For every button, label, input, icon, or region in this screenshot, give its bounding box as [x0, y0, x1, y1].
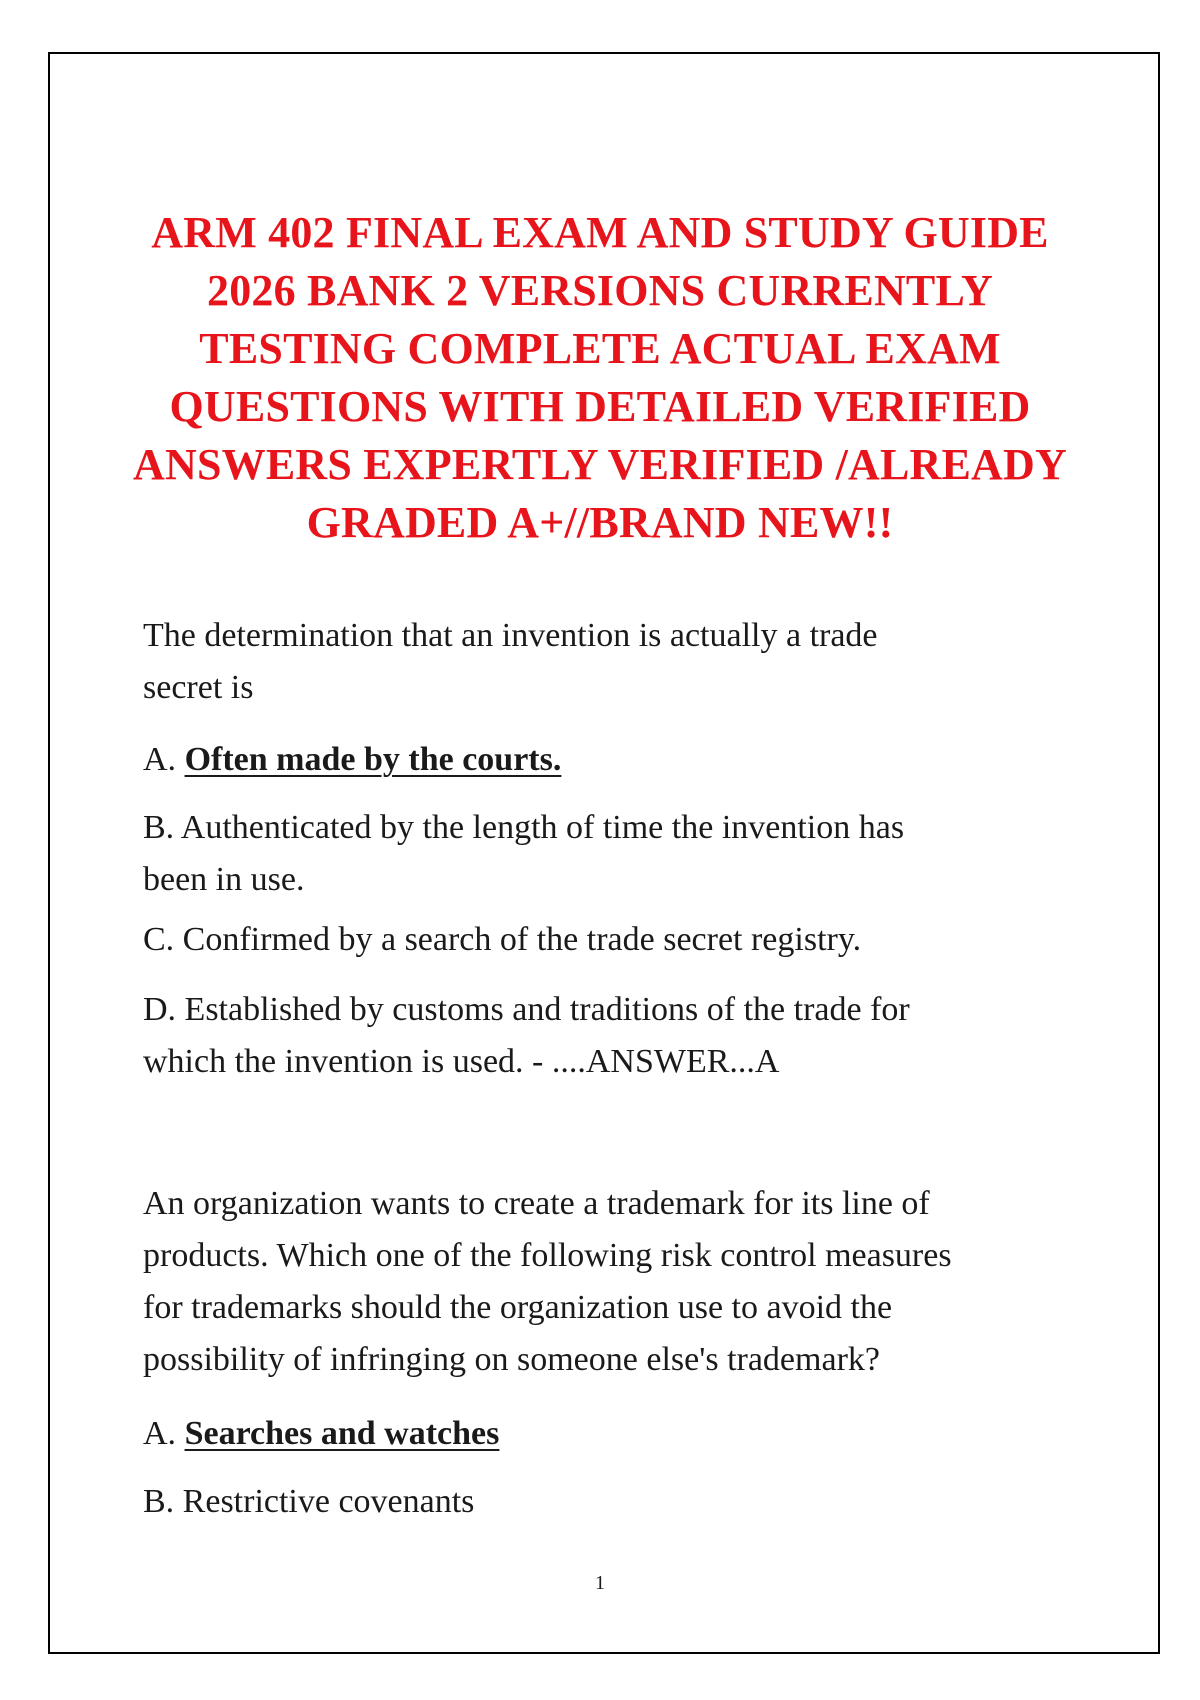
question-2-option-a — [143, 1408, 1083, 1460]
correct-answer-text: Often made by the courts. — [184, 741, 562, 778]
question-2-stem-line: for trademarks should the organization use to avoid the — [143, 1289, 893, 1326]
question-2-option-b — [143, 1476, 1083, 1528]
title-line: ARM 402 FINAL EXAM AND STUDY GUIDE — [151, 208, 1049, 257]
correct-answer-text: Searches and watches — [184, 1415, 500, 1452]
title-line: ANSWERS EXPERTLY VERIFIED /ALREADY — [133, 440, 1067, 489]
question-1-option-d — [143, 984, 1083, 1088]
document-title — [100, 204, 1100, 552]
title-line: QUESTIONS WITH DETAILED VERIFIED — [169, 382, 1031, 431]
option-prefix: A. — [143, 1415, 185, 1452]
option-line: B. Authenticated by the length of time the invention has — [143, 809, 905, 846]
option-line: which the invention is used. - ....ANSWER...A — [143, 1043, 780, 1080]
question-1-stem — [143, 610, 1083, 714]
title-line: TESTING COMPLETE ACTUAL EXAM — [199, 324, 1001, 373]
question-1-stem-line: The determination that an invention is actually a trade — [143, 617, 878, 654]
question-2-stem-line: possibility of infringing on someone else's trademark? — [143, 1341, 880, 1378]
question-2-stem — [143, 1178, 1083, 1386]
page-number: 1 — [595, 1572, 605, 1594]
question-2-stem-line: products. Which one of the following risk control measures — [143, 1237, 952, 1274]
option-line: B. Restrictive covenants — [143, 1483, 475, 1520]
option-line: been in use. — [143, 861, 305, 898]
option-prefix: A. — [143, 741, 185, 778]
option-line: D. Established by customs and traditions of the trade for — [143, 991, 910, 1028]
question-1-option-a — [143, 734, 1083, 786]
option-line: C. Confirmed by a search of the trade secret registry. — [143, 921, 862, 958]
question-2-stem-line: An organization wants to create a trademark for its line of — [143, 1185, 930, 1222]
title-line: GRADED A+//BRAND NEW!! — [306, 498, 894, 547]
question-1-stem-line: secret is — [143, 669, 254, 706]
title-line: 2026 BANK 2 VERSIONS CURRENTLY — [207, 266, 993, 315]
question-1-option-c — [143, 914, 1083, 966]
question-1-option-b — [143, 802, 1083, 906]
